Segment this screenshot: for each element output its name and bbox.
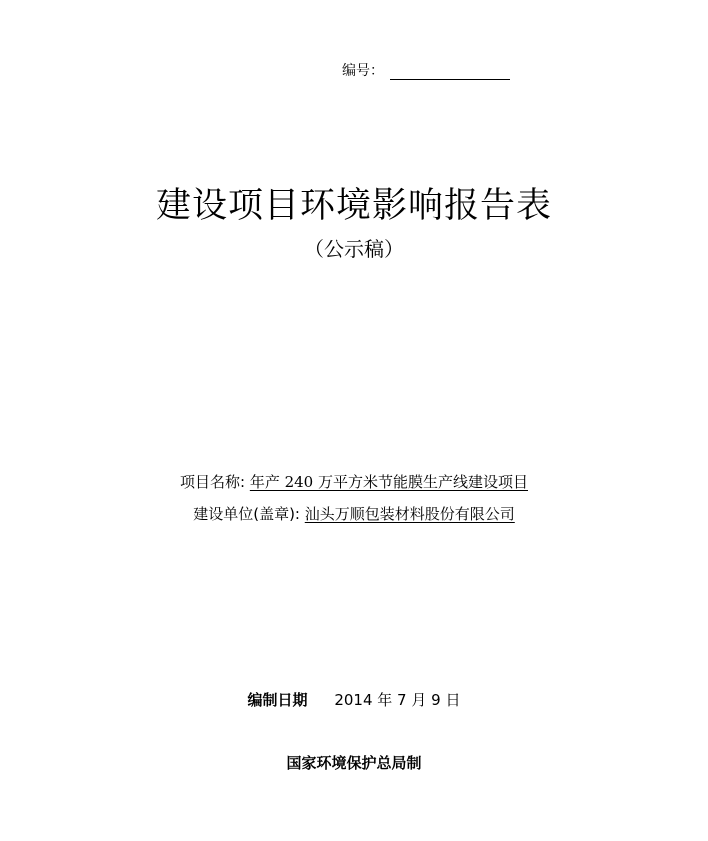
compile-date-row [0, 689, 708, 710]
project-name-value: 年产 240 万平方米节能膜生产线建设项目 [249, 473, 528, 491]
issuing-authority: 国家环境保护总局制 [286, 754, 422, 772]
compile-date-label: 编制日期 [247, 691, 308, 709]
document-title: 建设项目环境影响报告表 [155, 186, 552, 226]
serial-number-blank [390, 65, 510, 80]
construction-unit-label: 建设单位(盖章): [193, 505, 300, 523]
serial-number-label: 编号： [342, 63, 384, 79]
construction-unit-row [0, 503, 708, 524]
project-name-label: 项目名称: [179, 473, 246, 491]
serial-number-row [342, 60, 510, 80]
construction-unit-value: 汕头万顺包装材料股份有限公司 [304, 505, 515, 523]
compile-date-value: 2014 年 7 月 9 日 [334, 691, 461, 709]
project-name-row [0, 471, 708, 492]
document-subtitle: （公示稿） [304, 237, 404, 261]
